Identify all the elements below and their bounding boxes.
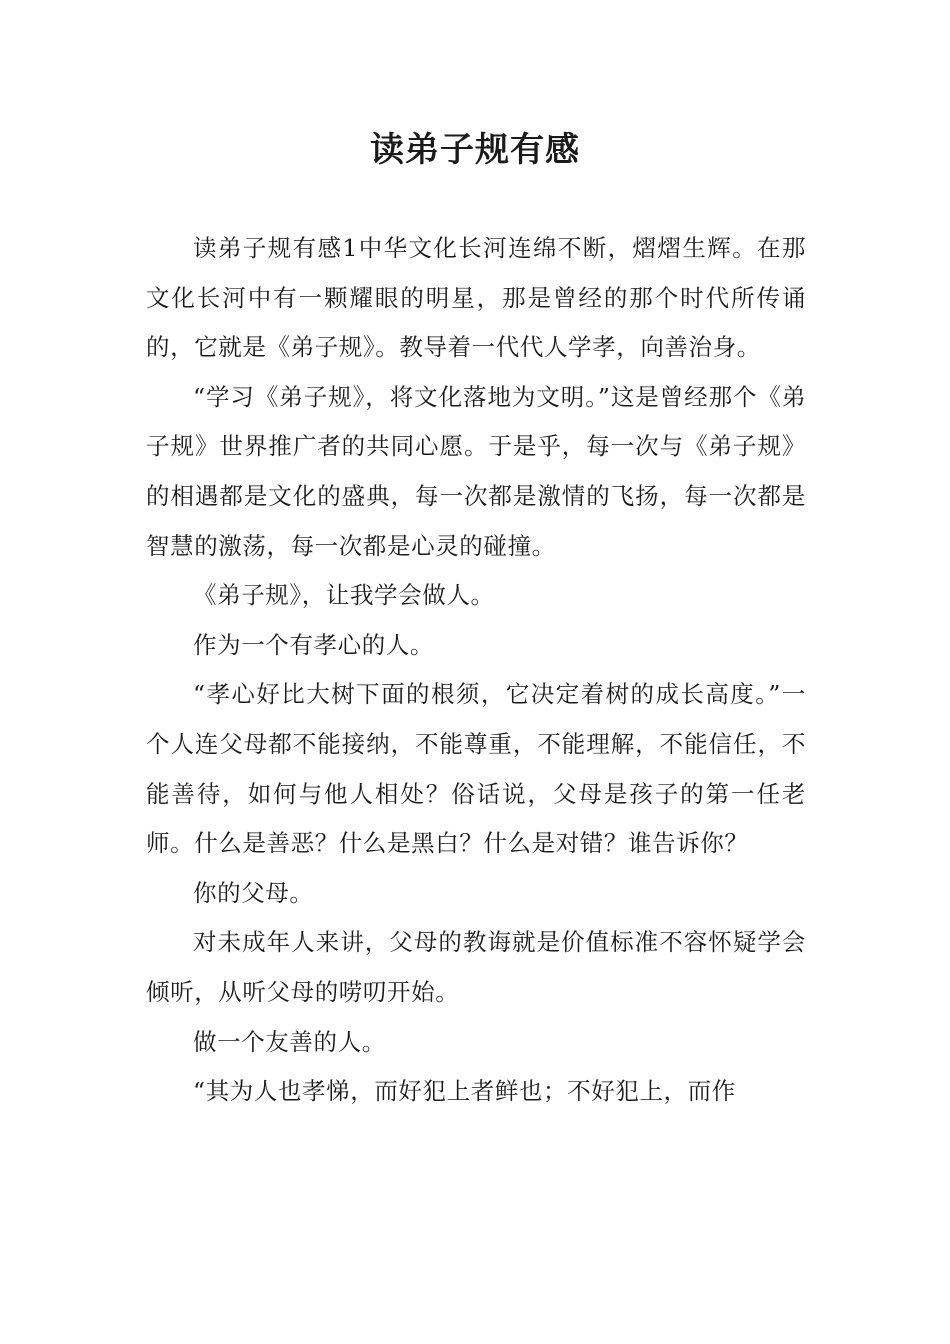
paragraph: 读弟子规有感1中华文化长河连绵不断，熠熠生辉。在那文化长河中有一颗耀眼的明星，那是曾经的那个时代所传诵的，它就是《弟子规》。教导着一代代人学孝，向善治身。 <box>146 234 806 362</box>
paragraph: “孝心好比大树下面的根须，它决定着树的成长高度。”一个人连父母都不能接纳，不能尊重，不能理解，不能信任，不能善待，如何与他人相处？俗话说，父母是孩子的第一任老师。什么是善恶？什么是黑白？什么是对错？谁告诉你？ <box>146 680 806 858</box>
paragraph: 你的父母。 <box>193 878 314 907</box>
paragraph: 《弟子规》，让我学会做人。 <box>193 581 495 610</box>
paragraph: “其为人也孝悌，而好犯上者鲜也；不好犯上，而作 <box>193 1077 736 1106</box>
paragraph: “学习《弟子规》，将文化落地为文明。”这是曾经那个《弟子规》世界推广者的共同心愿。于是乎，每一次与《弟子规》的相遇都是文化的盛典，每一次都是激情的飞扬，每一次都是智慧的激荡，每一次都是心灵的碰撞。 <box>146 382 806 560</box>
paragraph: 做一个友善的人。 <box>193 1027 386 1056</box>
document-title: 读弟子规有感 <box>370 130 580 170</box>
paragraph: 作为一个有孝心的人。 <box>193 630 434 659</box>
document-body <box>146 224 806 1117</box>
paragraph: 对未成年人来讲，父母的教诲就是价值标准不容怀疑学会倾听，从听父母的唠叨开始。 <box>146 928 806 1006</box>
